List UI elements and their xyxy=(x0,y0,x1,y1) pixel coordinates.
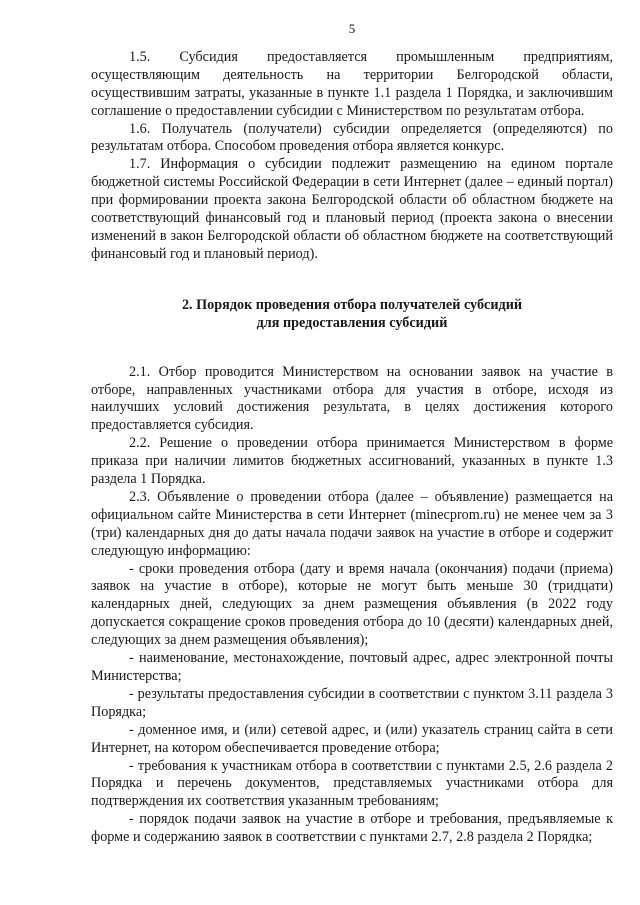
list-item-requirements: - требования к участникам отбора в соответствии с пунктами 2.5, 2.6 раздела 2 Порядка и перечень документов, представляемых участниками отбора для подтверждения их соответствия указанным требованиям; xyxy=(91,757,613,810)
list-item-domain-name: - доменное имя, и (или) сетевой адрес, и (или) указатель страниц сайта в сети Интернет, на котором обеспечивается проведение отбора; xyxy=(91,721,613,756)
section-heading-line-2: для предоставления субсидий xyxy=(256,314,448,331)
paragraph-1-6: 1.6. Получатель (получатели) субсидии определяется (определяются) по результатам отбора. Способом проведения отбора является конкурс. xyxy=(91,120,613,155)
paragraph-1-7: 1.7. Информация о субсидии подлежит размещению на едином портале бюджетной системы Российской Федерации в сети Интернет (далее – единый портал) при формировании проекта закона Белгородской области об областном бюджете на соответствующий финансовый год и плановый период (проекта закона о внесении изменений в закон Белгородской области об областном бюджете на соответствующий финансовый год и плановый период). xyxy=(91,156,613,262)
paragraph-2-2: 2.2. Решение о проведении отбора принимается Министерством в форме приказа при наличии лимитов бюджетных ассигнований, указанных в пункте 1.3 раздела 1 Порядка. xyxy=(91,435,613,488)
section-heading xyxy=(91,297,613,333)
paragraph-1-5: 1.5. Субсидия предоставляется промышленным предприятиям, осуществляющим деятельность на территории Белгородской области, осуществившим затраты, указанные в пункте 1.1 раздела 1 Порядка, и заключившим соглашение о предоставлении субсидии с Министерством по результатам отбора. xyxy=(91,48,613,119)
list-item-application-procedure: - порядок подачи заявок на участие в отборе и требования, предъявляемые к форме и содержанию заявок в соответствии с пунктами 2.7, 2.8 раздела 2 Порядка; xyxy=(91,811,613,846)
paragraph-2-1: 2.1. Отбор проводится Министерством на основании заявок на участие в отборе, направленных участниками отбора для участия в отборе, исходя из наилучших условий достижения результата, в целях достижения которого предоставляется субсидия. xyxy=(91,363,613,434)
page-number: 5 xyxy=(348,21,356,36)
list-item-ministry-contacts: - наименование, местонахождение, почтовый адрес, адрес электронной почты Министерства; xyxy=(91,650,613,684)
paragraph-2-3: 2.3. Объявление о проведении отбора (далее – объявление) размещается на официальном сайте Министерства в сети Интернет (minecprom.ru) не менее чем за 3 (три) календарных дня до даты начала подачи заявок на участие в отборе и содержит следующую информацию: xyxy=(91,488,613,559)
section-heading-line-1: 2. Порядок проведения отбора получателей субсидий xyxy=(181,296,523,313)
list-item-deadlines: - сроки проведения отбора (дату и время начала (окончания) подачи (приема) заявок на участие в отборе), которые не могут быть меньше 30 (тридцати) календарных дней, следующих за днем размещения объявления (в 2022 году допускается сокращение сроков проведения отбора до 10 (десяти) календарных дней, следующих за днем размещения объявления); xyxy=(91,560,613,649)
list-item-results: - результаты предоставления субсидии в соответствии с пунктом 3.11 раздела 3 Порядка; xyxy=(91,685,613,720)
